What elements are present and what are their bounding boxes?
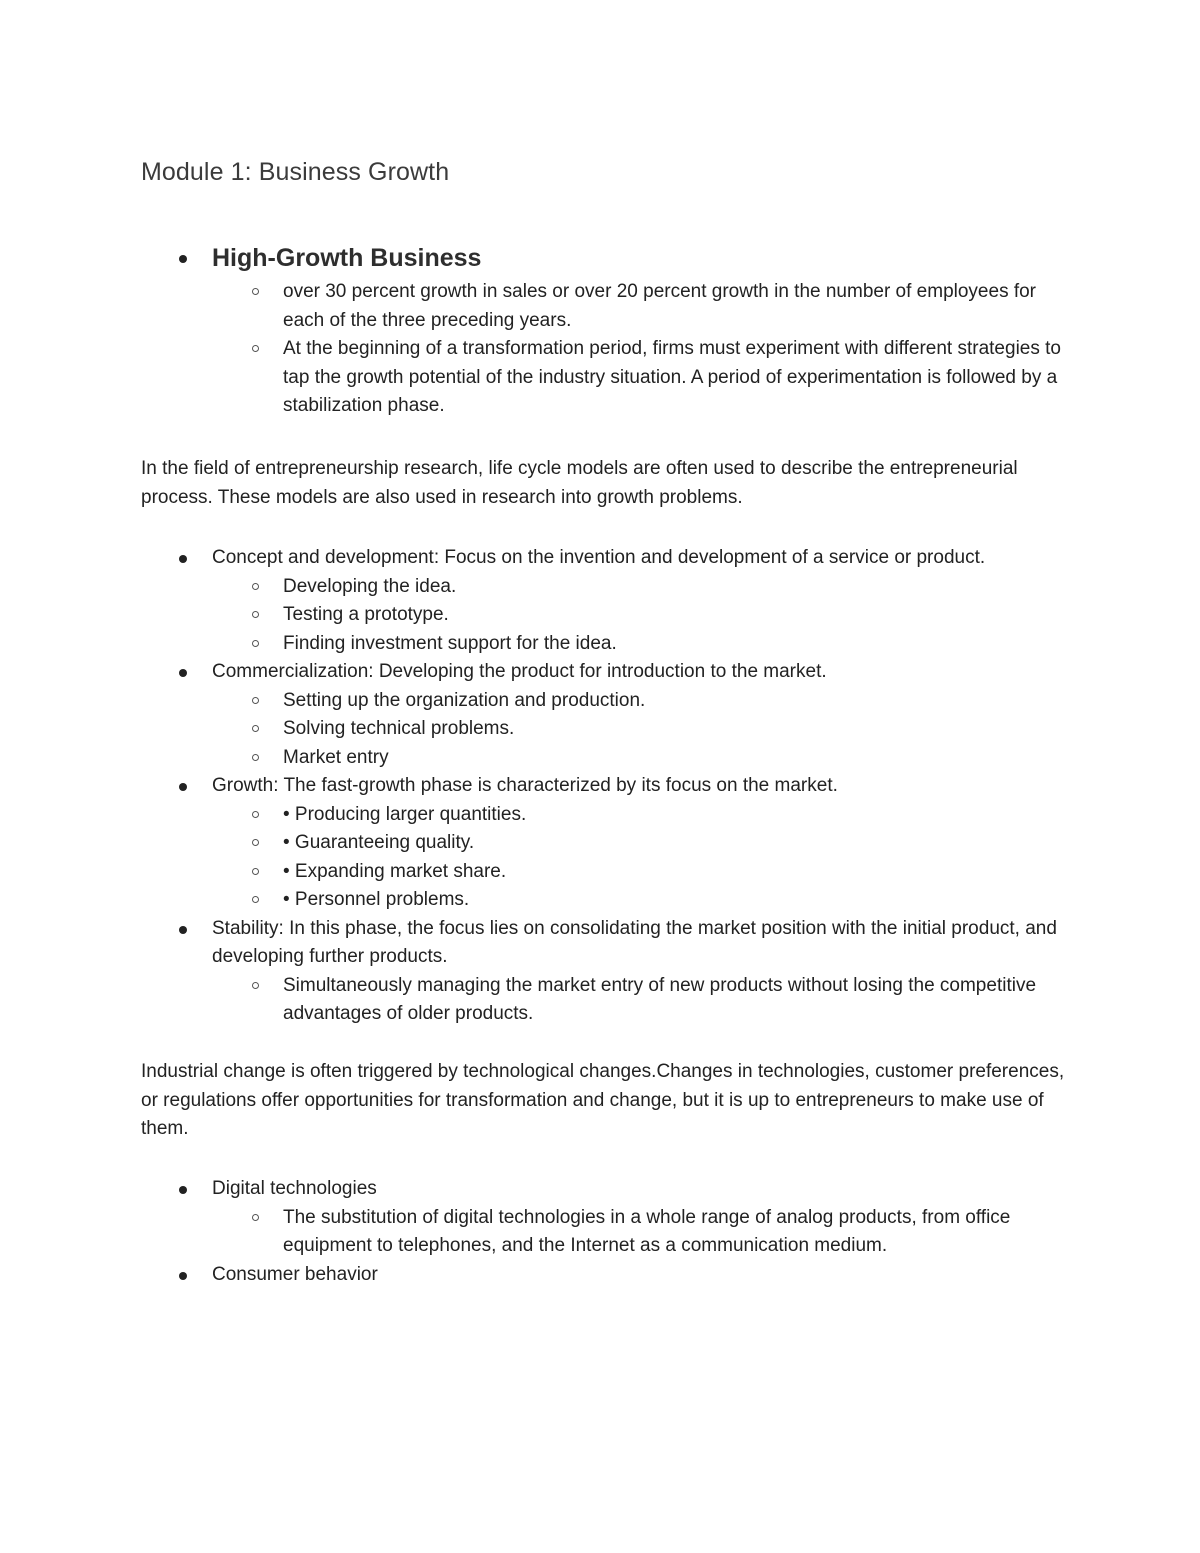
list-item xyxy=(212,744,1076,773)
phases-section xyxy=(141,544,1076,1029)
list-item-text: Finding investment support for the idea. xyxy=(283,632,617,654)
hollow-bullet-icon xyxy=(252,811,259,818)
high-growth-section xyxy=(141,241,1076,421)
high-growth-sublist xyxy=(212,278,1076,421)
list-item xyxy=(212,687,1076,716)
list-item xyxy=(212,630,1076,659)
bullet-icon xyxy=(179,1186,187,1194)
list-item xyxy=(212,886,1076,915)
hollow-bullet-icon xyxy=(252,839,259,846)
list-item-text: • Expanding market share. xyxy=(283,860,507,882)
bullet-icon xyxy=(179,255,187,263)
list-item-text: Developing the idea. xyxy=(283,575,457,597)
hollow-bullet-icon xyxy=(252,583,259,590)
hollow-bullet-icon xyxy=(252,288,259,295)
hollow-bullet-icon xyxy=(252,611,259,618)
drivers-list xyxy=(141,1175,1076,1289)
list-item-text: Market entry xyxy=(283,746,389,768)
hollow-bullet-icon xyxy=(252,896,259,903)
list-item xyxy=(141,915,1076,1029)
hollow-bullet-icon xyxy=(252,1214,259,1221)
document-title: Module 1: Business Growth xyxy=(141,158,450,186)
sublist xyxy=(212,573,1076,659)
list-item-text: Setting up the organization and production. xyxy=(283,689,646,711)
list-item-text: At the beginning of a transformation period, firms must experiment with different strategies to tap the growth potential of the industry situation. A period of experimentation is followed by a stabilization phase. xyxy=(283,338,1061,416)
list-item-text: The substitution of digital technologies in a whole range of analog products, from office equipment to telephones, and the Internet as a communication medium. xyxy=(283,1206,1011,1256)
list-item xyxy=(141,772,1076,915)
list-item xyxy=(141,1175,1076,1261)
list-item-text: Solving technical problems. xyxy=(283,718,515,739)
sublist xyxy=(212,801,1076,915)
list-item-text: Digital technologies xyxy=(212,1178,377,1199)
phases-list xyxy=(141,544,1076,1029)
paragraph: In the field of entrepreneurship research, life cycle models are often used to describe the entrepreneurial process. These models are also used in research into growth problems. xyxy=(141,458,1018,508)
intro-paragraph-block xyxy=(141,455,1076,512)
hollow-bullet-icon xyxy=(252,868,259,875)
list-item-text: Growth: The fast-growth phase is characterized by its focus on the market. xyxy=(212,775,838,796)
sublist xyxy=(212,1204,1076,1261)
list-item-text: Consumer behavior xyxy=(212,1263,378,1285)
list-item xyxy=(212,829,1076,858)
list-item-text: • Guaranteeing quality. xyxy=(283,832,475,853)
hollow-bullet-icon xyxy=(252,345,259,352)
list-item xyxy=(141,658,1076,772)
list-item xyxy=(141,544,1076,658)
list-item xyxy=(212,573,1076,602)
list-item xyxy=(141,1261,1076,1290)
bullet-icon xyxy=(179,1272,187,1280)
list-item-text: Commercialization: Developing the product for introduction to the market. xyxy=(212,661,827,682)
list-item xyxy=(212,858,1076,887)
list-item xyxy=(212,601,1076,630)
list-item xyxy=(212,1204,1076,1261)
bullet-icon xyxy=(179,926,187,934)
hollow-bullet-icon xyxy=(252,640,259,647)
list-item xyxy=(212,972,1076,1029)
sublist xyxy=(212,972,1076,1029)
list-item xyxy=(212,278,1076,335)
list-item xyxy=(141,241,1076,421)
list-item-text: Testing a prototype. xyxy=(283,604,449,625)
bullet-icon xyxy=(179,555,187,563)
list-item-text: Concept and development: Focus on the invention and development of a service or product. xyxy=(212,547,986,568)
drivers-section xyxy=(141,1175,1076,1289)
bullet-icon xyxy=(179,783,187,791)
high-growth-list xyxy=(141,241,1076,421)
list-item-text: • Personnel problems. xyxy=(283,889,470,910)
list-item-text: Stability: In this phase, the focus lies on consolidating the market position with the initial product, and developing further products. xyxy=(212,917,1057,967)
hollow-bullet-icon xyxy=(252,982,259,989)
section-heading: High-Growth Business xyxy=(212,244,482,272)
bullet-icon xyxy=(179,669,187,677)
list-item-text: Simultaneously managing the market entry of new products without losing the competitive advantages of older products. xyxy=(283,974,1037,1024)
paragraph: Industrial change is often triggered by technological changes.Changes in technologies, customer preferences, or regulations offer opportunities for transformation and change, but it is up to entrepreneurs to make use of them. xyxy=(141,1061,1065,1139)
list-item-text: over 30 percent growth in sales or over 20 percent growth in the number of employees for each of the three preceding years. xyxy=(283,281,1037,331)
list-item xyxy=(212,801,1076,830)
list-item xyxy=(212,335,1076,421)
hollow-bullet-icon xyxy=(252,725,259,732)
industrial-change-paragraph-block xyxy=(141,1058,1076,1144)
list-item-text: • Producing larger quantities. xyxy=(283,803,527,825)
list-item xyxy=(212,715,1076,744)
sublist xyxy=(212,687,1076,773)
hollow-bullet-icon xyxy=(252,754,259,761)
hollow-bullet-icon xyxy=(252,697,259,704)
